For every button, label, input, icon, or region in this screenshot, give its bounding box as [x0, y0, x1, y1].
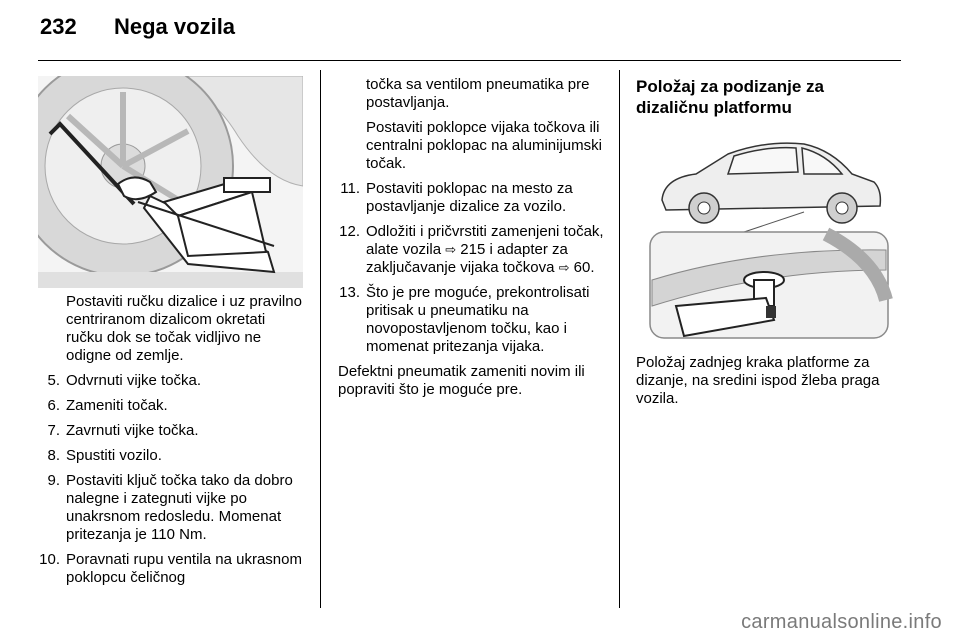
page-ref-link[interactable]: 215 i adapter za zaključavanje vijaka točkova	[366, 241, 568, 276]
intro-paragraph: Postaviti ručku dizalice i uz pravilno centriranom dizalicom okretati ručku dok se točak vidljivo ne odigne od zemlje.	[66, 293, 302, 364]
list-item	[38, 551, 306, 587]
left-column	[38, 293, 306, 594]
step-text: Postaviti poklopac na mesto za postavljanje dizalice za vozilo.	[366, 180, 573, 215]
step-text: Odložiti i pričvrstiti zamenjeni točak, alate vozila	[366, 223, 604, 258]
list-item	[38, 422, 306, 440]
list-item	[38, 397, 306, 415]
header-rule	[38, 60, 901, 61]
section-heading: Položaj za podizanje za dizaličnu platformu	[636, 77, 824, 117]
step-text: Postaviti ključ točka tako da dobro nalegne i zategnuti vijke po unakrsnom redosledu. Momenat pritezanja je 110 Nm.	[66, 472, 293, 543]
step-text: Odvrnuti vijke točka.	[66, 372, 202, 389]
step-text: Poravnati rupu ventila na ukrasnom poklopcu čeličnog	[66, 551, 302, 586]
page-ref-arrow-icon[interactable]: ⇨	[558, 260, 570, 275]
jack-illustration-svg	[38, 76, 303, 288]
step-number: 6.	[47, 397, 60, 414]
list-item	[338, 223, 606, 277]
figure-caption: Položaj zadnjeg kraka platforme za dizanje, na sredini ispod žleba praga vozila.	[636, 354, 880, 407]
closing-paragraph: Defektni pneumatik zameniti novim ili popraviti što je moguće pre.	[338, 363, 585, 398]
paragraph: Postaviti poklopce vijaka točkova ili centralni poklopac na aluminijumski točak.	[366, 119, 602, 172]
middle-column	[338, 76, 606, 399]
step-number: 12.	[339, 223, 360, 240]
step-number: 11.	[340, 180, 360, 197]
page-number: 232	[40, 14, 77, 39]
page-ref-arrow-icon[interactable]: ⇨	[445, 242, 457, 257]
list-item	[38, 372, 306, 390]
page-title: Nega vozila	[114, 14, 236, 39]
step-text: Zameniti točak.	[66, 397, 168, 414]
jack-illustration	[38, 76, 303, 288]
step-number: 10.	[39, 551, 60, 568]
list-item	[38, 472, 306, 544]
step-number: 5.	[47, 372, 60, 389]
watermark: carmanualsonline.info	[741, 611, 942, 633]
car-lift-illustration-svg	[636, 130, 901, 342]
page-ref-link[interactable]: 60.	[569, 259, 595, 276]
step-text: Zavrnuti vijke točka.	[66, 422, 199, 439]
column-divider	[619, 70, 620, 608]
step-text: Spustiti vozilo.	[66, 447, 162, 464]
list-item	[338, 180, 606, 216]
continuation-text: točka sa ventilom pneumatika pre postavljanja.	[366, 76, 590, 111]
step-number: 8.	[47, 447, 60, 464]
column-divider	[320, 70, 321, 608]
car-lift-illustration	[636, 130, 901, 342]
step-number: 13.	[339, 284, 360, 301]
step-number: 7.	[47, 422, 60, 439]
step-number: 9.	[47, 472, 60, 489]
steps-list	[338, 180, 606, 356]
steps-list	[38, 372, 306, 587]
step-text: Što je pre moguće, prekontrolisati pritisak u pneumatiku na novopostavljenom točku, kao i momenat pritezanja vijaka.	[366, 284, 590, 355]
list-item	[38, 447, 306, 465]
list-item	[338, 284, 606, 356]
